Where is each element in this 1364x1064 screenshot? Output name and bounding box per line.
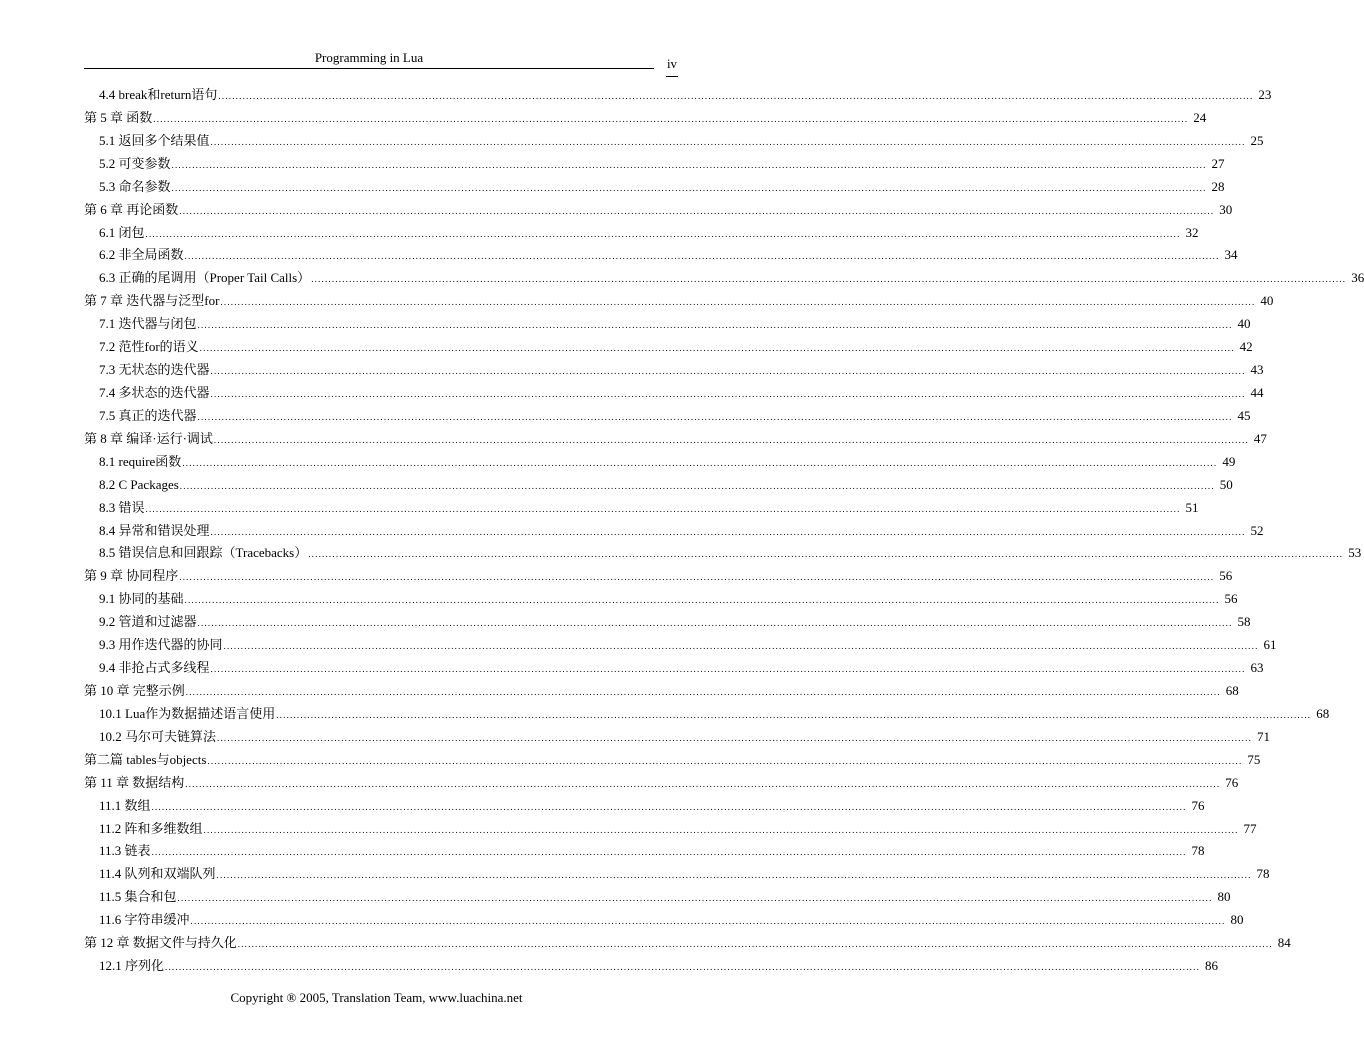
header-rule <box>84 68 654 69</box>
dot-leader: ............................................................................................................................................................................................................................................................................................................ <box>184 251 1220 262</box>
toc-entry-page: 30 <box>1219 201 1233 217</box>
toc-entry-title: 8.5 错误信息和回跟踪（Tracebacks） <box>99 545 308 561</box>
toc-entry-page: 51 <box>1185 499 1199 515</box>
toc-entry-page: 56 <box>1219 568 1233 584</box>
dot-leader: ............................................................................................................................................................................................................................................................................................................ <box>311 274 1347 285</box>
toc-section-entry[interactable] <box>84 657 1264 680</box>
toc-entry-title: 第二篇 tables与objects <box>84 751 207 767</box>
toc-entry-title: 第 9 章 协同程序 <box>84 568 179 584</box>
toc-entry-page: 42 <box>1239 339 1253 355</box>
toc-entry-page: 43 <box>1250 362 1264 378</box>
dot-leader: ............................................................................................................................................................................................................................................................................................................ <box>210 664 1246 675</box>
toc-entry-page: 61 <box>1263 637 1277 653</box>
toc-chapter-entry[interactable] <box>84 199 1233 222</box>
toc-entry-title: 11.3 链表 <box>99 843 151 859</box>
toc-section-entry[interactable] <box>84 130 1264 153</box>
toc-entry-title: 7.3 无状态的迭代器 <box>99 362 210 378</box>
toc-chapter-entry[interactable] <box>84 932 1291 955</box>
toc-entry-title: 第 11 章 数据结构 <box>84 774 185 790</box>
toc-entry-title: 11.6 字符串缓冲 <box>99 912 190 928</box>
dot-leader: ............................................................................................................................................................................................................................................................................................................ <box>151 801 1187 812</box>
toc-section-entry[interactable] <box>84 886 1231 909</box>
toc-entry-page: 34 <box>1224 247 1238 263</box>
toc-section-entry[interactable] <box>84 451 1236 474</box>
dot-leader: ............................................................................................................................................................................................................................................................................................................ <box>213 434 1249 445</box>
dot-leader: ............................................................................................................................................................................................................................................................................................................ <box>179 480 1215 491</box>
toc-entry-title: 10.1 Lua作为数据描述语言使用 <box>99 705 276 721</box>
toc-entry-title: 6.2 非全局函数 <box>99 247 184 263</box>
toc-section-entry[interactable] <box>84 863 1270 886</box>
toc-entry-title: 11.1 数组 <box>99 797 151 813</box>
toc-entry-title: 第 8 章 编译·运行·调试 <box>84 430 213 446</box>
dot-leader: ............................................................................................................................................................................................................................................................................................................ <box>179 572 1215 583</box>
toc-section-entry[interactable] <box>84 818 1257 841</box>
toc-entry-page: 58 <box>1237 614 1251 630</box>
toc-chapter-entry[interactable] <box>84 749 1261 772</box>
page-footer: Copyright ® 2005, Translation Team, www.luachina.net <box>230 990 523 1005</box>
toc-entry-title: 7.2 范性for的语义 <box>99 339 199 355</box>
toc-section-entry[interactable] <box>84 382 1264 405</box>
toc-entry-page: 75 <box>1247 751 1261 767</box>
toc-section-entry[interactable] <box>84 588 1238 611</box>
dot-leader: ............................................................................................................................................................................................................................................................................................................ <box>237 939 1273 950</box>
dot-leader: ............................................................................................................................................................................................................................................................................................................ <box>151 847 1187 858</box>
toc-section-entry[interactable] <box>84 611 1251 634</box>
toc-entry-page: 80 <box>1230 912 1244 928</box>
toc-section-entry[interactable] <box>84 795 1205 818</box>
toc-section-entry[interactable] <box>84 336 1253 359</box>
toc-section-entry[interactable] <box>84 703 1330 726</box>
dot-leader: ............................................................................................................................................................................................................................................................................................................ <box>145 503 1181 514</box>
toc-entry-title: 8.1 require函数 <box>99 453 182 469</box>
dot-leader: ............................................................................................................................................................................................................................................................................................................ <box>153 113 1189 124</box>
page-number: iv <box>666 56 678 71</box>
toc-section-entry[interactable] <box>84 634 1277 657</box>
toc-section-entry[interactable] <box>84 520 1264 543</box>
toc-section-entry[interactable] <box>84 405 1251 428</box>
toc-entry-title: 7.4 多状态的迭代器 <box>99 384 210 400</box>
toc-section-entry[interactable] <box>84 244 1238 267</box>
dot-leader: ............................................................................................................................................................................................................................................................................................................ <box>223 641 1259 652</box>
toc-entry-title: 12.1 序列化 <box>99 958 165 974</box>
toc-entry-page: 63 <box>1250 660 1264 676</box>
toc-entry-title: 7.1 迭代器与闭包 <box>99 316 197 332</box>
dot-leader: ............................................................................................................................................................................................................................................................................................................ <box>216 870 1252 881</box>
page-number-rule <box>666 76 678 77</box>
toc-entry-page: 68 <box>1225 682 1239 698</box>
toc-section-entry[interactable] <box>84 313 1251 336</box>
toc-entry-page: 40 <box>1237 316 1251 332</box>
toc-entry-page: 68 <box>1316 705 1330 721</box>
toc-entry-title: 11.4 队列和双端队列 <box>99 866 216 882</box>
dot-leader: ............................................................................................................................................................................................................................................................................................................ <box>210 136 1246 147</box>
toc-entry-title: 第 7 章 迭代器与泛型for <box>84 293 220 309</box>
toc-entry-title: 5.2 可变参数 <box>99 155 171 171</box>
toc-entry-title: 11.2 阵和多维数组 <box>99 820 203 836</box>
toc-entry-page: 44 <box>1250 384 1264 400</box>
toc-entry-title: 6.3 正确的尾调用（Proper Tail Calls） <box>99 270 311 286</box>
toc-entry-title: 第 5 章 函数 <box>84 109 153 125</box>
toc-entry-page: 49 <box>1222 453 1236 469</box>
toc-section-entry[interactable] <box>84 474 1233 497</box>
dot-leader: ............................................................................................................................................................................................................................................................................................................ <box>218 91 1254 101</box>
dot-leader: ............................................................................................................................................................................................................................................................................................................ <box>199 343 1235 354</box>
toc-entry-title: 9.1 协同的基础 <box>99 591 184 607</box>
toc-entry-title: 第 6 章 再论函数 <box>84 201 179 217</box>
toc-chapter-entry[interactable] <box>84 680 1239 703</box>
toc-section-entry[interactable] <box>84 497 1199 520</box>
toc-section-entry[interactable] <box>84 840 1205 863</box>
toc-entry-page: 71 <box>1257 728 1271 744</box>
toc-entry-page: 24 <box>1193 109 1207 125</box>
toc-chapter-entry[interactable] <box>84 565 1233 588</box>
toc-section-entry[interactable] <box>84 359 1264 382</box>
dot-leader: ............................................................................................................................................................................................................................................................................................................ <box>276 709 1312 720</box>
toc-entry-page: 53 <box>1348 545 1362 561</box>
dot-leader: ............................................................................................................................................................................................................................................................................................................ <box>220 297 1256 308</box>
toc-entry-page: 27 <box>1211 155 1225 171</box>
toc-entry-title: 9.4 非抢占式多线程 <box>99 660 210 676</box>
toc-entry-title: 7.5 真正的迭代器 <box>99 407 197 423</box>
toc-entry-page: 76 <box>1191 797 1205 813</box>
dot-leader: ............................................................................................................................................................................................................................................................................................................ <box>217 732 1253 743</box>
dot-leader: ............................................................................................................................................................................................................................................................................................................ <box>197 320 1233 331</box>
dot-leader: ............................................................................................................................................................................................................................................................................................................ <box>182 457 1218 468</box>
toc-section-entry[interactable] <box>84 726 1271 749</box>
toc-section-entry[interactable] <box>84 267 1364 290</box>
dot-leader: ............................................................................................................................................................................................................................................................................................................ <box>210 366 1246 377</box>
toc-entry-page: 28 <box>1211 178 1225 194</box>
dot-leader: ............................................................................................................................................................................................................................................................................................................ <box>185 686 1221 697</box>
toc-entry-page: 77 <box>1243 820 1257 836</box>
toc-entry-title: 第 12 章 数据文件与持久化 <box>84 935 237 951</box>
toc-entry-title: 6.1 闭包 <box>99 224 145 240</box>
dot-leader: ............................................................................................................................................................................................................................................................................................................ <box>184 595 1220 606</box>
page-header-title: Programming in Lua <box>314 50 424 65</box>
toc-entry-page: 23 <box>1258 87 1272 102</box>
toc-chapter-entry[interactable] <box>84 428 1267 451</box>
toc-entry-title: 4.4 break和return语句 <box>99 87 218 102</box>
toc-entry-page: 56 <box>1224 591 1238 607</box>
toc-entry-page: 78 <box>1256 866 1270 882</box>
toc-section-entry[interactable] <box>84 176 1225 199</box>
toc-entry-page: 40 <box>1260 293 1274 309</box>
toc-entry-title: 9.2 管道和过滤器 <box>99 614 197 630</box>
toc-entry-page: 52 <box>1250 522 1264 538</box>
toc-chapter-entry[interactable] <box>84 290 1274 313</box>
dot-leader: ............................................................................................................................................................................................................................................................................................................ <box>197 618 1233 629</box>
toc-entry-title: 11.5 集合和包 <box>99 889 177 905</box>
toc-section-entry[interactable] <box>84 955 1219 978</box>
dot-leader: ............................................................................................................................................................................................................................................................................................................ <box>207 755 1243 766</box>
dot-leader: ............................................................................................................................................................................................................................................................................................................ <box>308 549 1344 560</box>
toc-chapter-entry[interactable] <box>84 772 1239 795</box>
toc-section-entry[interactable] <box>84 222 1199 245</box>
toc-entry-title: 8.3 错误 <box>99 499 145 515</box>
toc-section-entry[interactable] <box>84 84 1272 107</box>
table-of-contents <box>84 84 1364 978</box>
toc-section-entry[interactable] <box>84 542 1362 565</box>
dot-leader: ............................................................................................................................................................................................................................................................................................................ <box>185 778 1221 789</box>
toc-entry-page: 47 <box>1253 430 1267 446</box>
toc-chapter-entry[interactable] <box>84 107 1207 130</box>
dot-leader: ............................................................................................................................................................................................................................................................................................................ <box>210 526 1246 537</box>
toc-entry-page: 84 <box>1277 935 1291 951</box>
dot-leader: ............................................................................................................................................................................................................................................................................................................ <box>177 893 1213 904</box>
toc-entry-title: 5.1 返回多个结果值 <box>99 132 210 148</box>
dot-leader: ............................................................................................................................................................................................................................................................................................................ <box>179 205 1215 216</box>
toc-entry-title: 9.3 用作迭代器的协同 <box>99 637 223 653</box>
toc-entry-title: 10.2 马尔可夫链算法 <box>99 728 217 744</box>
toc-entry-page: 45 <box>1237 407 1251 423</box>
toc-entry-page: 78 <box>1191 843 1205 859</box>
toc-entry-page: 86 <box>1205 958 1219 974</box>
dot-leader: ............................................................................................................................................................................................................................................................................................................ <box>171 159 1207 170</box>
dot-leader: ............................................................................................................................................................................................................................................................................................................ <box>197 411 1233 422</box>
dot-leader: ............................................................................................................................................................................................................................................................................................................ <box>210 388 1246 399</box>
dot-leader: ............................................................................................................................................................................................................................................................................................................ <box>190 916 1226 927</box>
dot-leader: ............................................................................................................................................................................................................................................................................................................ <box>171 182 1207 193</box>
toc-entry-title: 第 10 章 完整示例 <box>84 682 185 698</box>
toc-section-entry[interactable] <box>84 153 1225 176</box>
toc-entry-page: 50 <box>1219 476 1233 492</box>
toc-entry-page: 32 <box>1185 224 1199 240</box>
dot-leader: ............................................................................................................................................................................................................................................................................................................ <box>165 962 1201 973</box>
dot-leader: ............................................................................................................................................................................................................................................................................................................ <box>145 228 1181 239</box>
toc-entry-title: 5.3 命名参数 <box>99 178 171 194</box>
toc-entry-page: 76 <box>1225 774 1239 790</box>
toc-entry-title: 8.4 异常和错误处理 <box>99 522 210 538</box>
toc-entry-page: 25 <box>1250 132 1264 148</box>
toc-entry-page: 80 <box>1217 889 1231 905</box>
dot-leader: ............................................................................................................................................................................................................................................................................................................ <box>203 824 1239 835</box>
toc-entry-title: 8.2 C Packages <box>99 476 179 492</box>
toc-entry-page: 36 <box>1351 270 1364 286</box>
toc-section-entry[interactable] <box>84 909 1244 932</box>
